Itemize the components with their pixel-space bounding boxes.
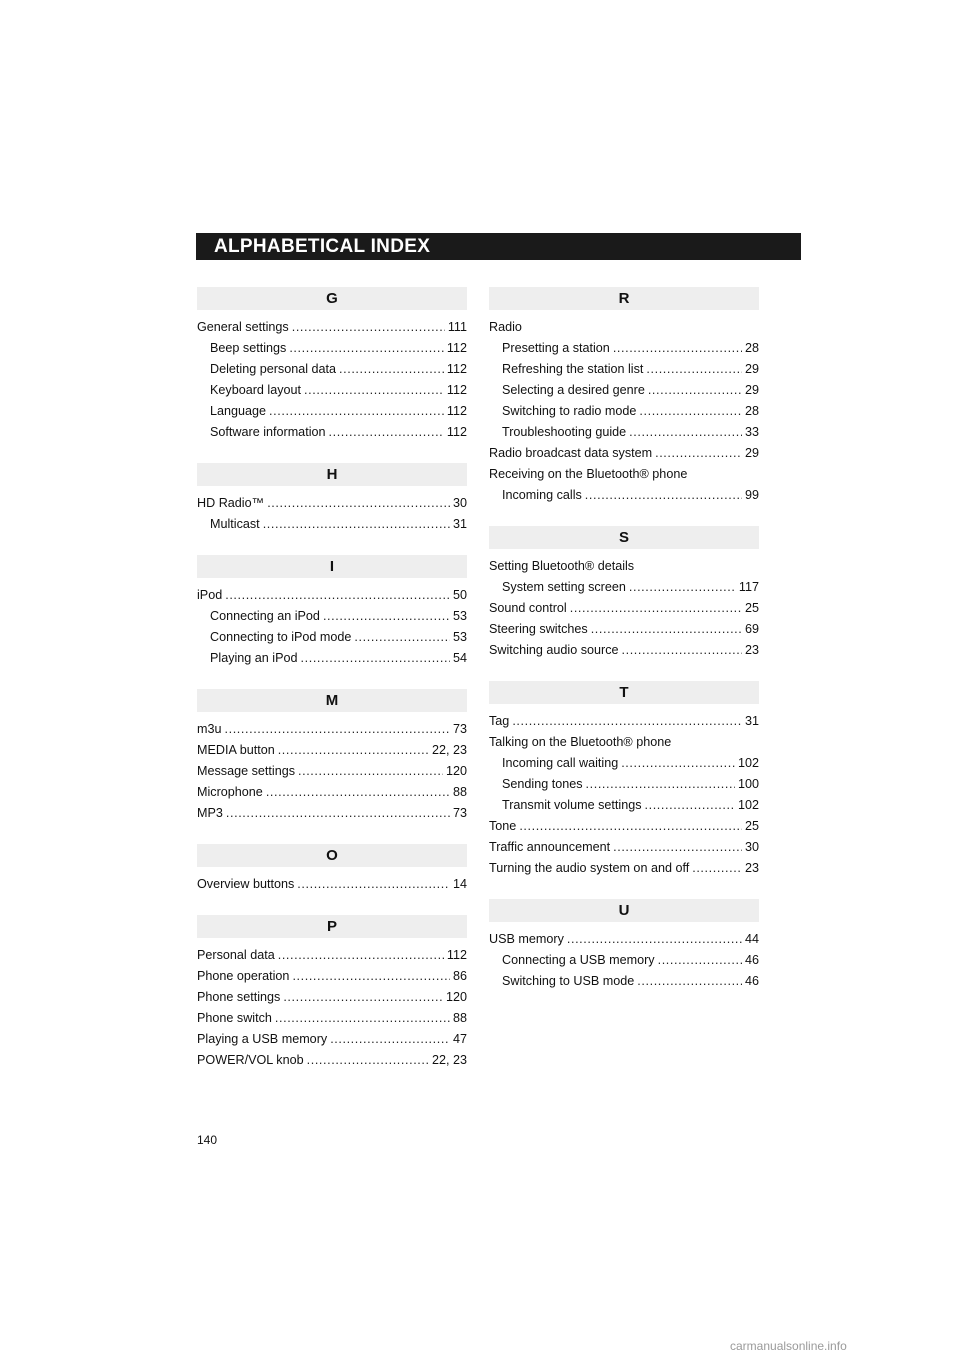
index-section-i <box>197 555 467 669</box>
index-section-h <box>197 463 467 535</box>
entry-label: Presetting a station <box>502 341 610 355</box>
entry-label: Tone <box>489 819 517 833</box>
entry-page-number: 53 <box>452 630 467 644</box>
dot-leader <box>297 874 450 895</box>
entry-page-number: 33 <box>744 425 759 439</box>
index-subentry <box>489 401 759 422</box>
index-entry <box>197 1008 467 1029</box>
dot-leader <box>512 711 742 732</box>
index-entry <box>489 929 759 950</box>
index-entry <box>489 464 759 485</box>
entry-page-number: 102 <box>737 798 759 812</box>
entry-label: Message settings <box>197 764 296 778</box>
index-entry <box>489 443 759 464</box>
index-subentry <box>489 795 759 816</box>
dot-leader <box>629 577 736 598</box>
index-entry <box>197 782 467 803</box>
entry-page-number: 112 <box>446 404 467 418</box>
index-entry <box>197 966 467 987</box>
dot-leader <box>658 950 742 971</box>
section-letter-heading: S <box>489 526 759 549</box>
entry-label: Phone switch <box>197 1011 272 1025</box>
entry-label: Receiving on the Bluetooth® phone <box>489 467 688 481</box>
index-subentry <box>197 338 467 359</box>
entry-label: Talking on the Bluetooth® phone <box>489 735 672 749</box>
section-letter-heading: M <box>197 689 467 712</box>
index-entry <box>489 858 759 879</box>
entry-label: USB memory <box>489 932 564 946</box>
index-entry <box>197 493 467 514</box>
index-entry <box>197 874 467 895</box>
index-section-t <box>489 681 759 879</box>
index-subentry <box>197 422 467 443</box>
entry-page-number: 46 <box>744 953 759 967</box>
entry-page-number: 46 <box>744 974 759 988</box>
page-title: ALPHABETICAL INDEX <box>214 236 431 257</box>
section-letter-heading: P <box>197 915 467 938</box>
section-letter-heading: O <box>197 844 467 867</box>
entry-label: Transmit volume settings <box>502 798 642 812</box>
dot-leader <box>621 753 735 774</box>
entry-label: POWER/VOL knob <box>197 1053 304 1067</box>
entry-page-number: 112 <box>446 383 467 397</box>
dot-leader <box>585 485 742 506</box>
index-subentry <box>489 577 759 598</box>
entry-label: Incoming call waiting <box>502 756 619 770</box>
section-letter-heading: R <box>489 287 759 310</box>
entry-page-number: 100 <box>737 777 759 791</box>
index-entry <box>489 556 759 577</box>
index-subentry <box>197 606 467 627</box>
entry-label: Phone settings <box>197 990 281 1004</box>
index-entry <box>489 317 759 338</box>
index-section-s <box>489 526 759 661</box>
entry-page-number: 112 <box>446 362 467 376</box>
entry-page-number: 31 <box>744 714 759 728</box>
dot-leader <box>226 803 450 824</box>
entry-page-number: 120 <box>445 990 467 1004</box>
entry-label: HD Radio™ <box>197 496 265 510</box>
dot-leader <box>225 585 450 606</box>
entry-page-number: 53 <box>452 609 467 623</box>
index-section-o <box>197 844 467 895</box>
dot-leader <box>330 1029 450 1050</box>
index-header-bar <box>196 233 801 260</box>
entry-page-number: 99 <box>744 488 759 502</box>
index-entry <box>489 711 759 732</box>
entry-label: m3u <box>197 722 222 736</box>
index-subentry <box>489 774 759 795</box>
entry-page-number: 23 <box>744 861 759 875</box>
index-subentry <box>197 514 467 535</box>
index-subentry <box>489 359 759 380</box>
index-column-left <box>197 287 467 1091</box>
dot-leader <box>266 782 450 803</box>
entry-page-number: 88 <box>452 1011 467 1025</box>
entry-page-number: 29 <box>744 362 759 376</box>
dot-leader <box>269 401 444 422</box>
dot-leader <box>637 971 742 992</box>
entry-page-number: 28 <box>744 341 759 355</box>
dot-leader <box>655 443 742 464</box>
entry-label: Keyboard layout <box>210 383 302 397</box>
entry-label: Playing a USB memory <box>197 1032 328 1046</box>
index-subentry <box>197 380 467 401</box>
index-entry <box>489 619 759 640</box>
dot-leader <box>339 359 444 380</box>
entry-label: Language <box>210 404 267 418</box>
entry-page-number: 50 <box>452 588 467 602</box>
dot-leader <box>267 493 450 514</box>
index-section-m <box>197 689 467 824</box>
entry-label: Steering switches <box>489 622 588 636</box>
index-entry <box>197 740 467 761</box>
entry-label: System setting screen <box>502 580 626 594</box>
entry-page-number: 29 <box>744 383 759 397</box>
dot-leader <box>292 317 445 338</box>
entry-label: Refreshing the station list <box>502 362 644 376</box>
entry-page-number: 88 <box>452 785 467 799</box>
entry-label: Personal data <box>197 948 275 962</box>
entry-page-number: 73 <box>452 806 467 820</box>
index-entry <box>197 803 467 824</box>
entry-page-number: 30 <box>452 496 467 510</box>
entry-page-number: 29 <box>744 446 759 460</box>
entry-page-number: 73 <box>452 722 467 736</box>
dot-leader <box>692 858 742 879</box>
index-entry <box>489 837 759 858</box>
index-entry <box>197 1050 467 1071</box>
entry-label: Sound control <box>489 601 567 615</box>
entry-page-number: 14 <box>452 877 467 891</box>
dot-leader <box>289 338 444 359</box>
dot-leader <box>298 761 443 782</box>
index-section-u <box>489 899 759 992</box>
dot-leader <box>639 401 742 422</box>
index-entry <box>197 761 467 782</box>
entry-label: Tag <box>489 714 510 728</box>
entry-label: Selecting a desired genre <box>502 383 645 397</box>
dot-leader <box>519 816 742 837</box>
entry-label: MP3 <box>197 806 223 820</box>
entry-label: Radio broadcast data system <box>489 446 653 460</box>
watermark-text[interactable]: carmanualsonline.info <box>730 1339 847 1353</box>
entry-page-number: 86 <box>452 969 467 983</box>
index-entry <box>197 945 467 966</box>
index-entry <box>197 719 467 740</box>
entry-label: Switching audio source <box>489 643 619 657</box>
entry-page-number: 25 <box>744 819 759 833</box>
entry-label: Traffic announcement <box>489 840 611 854</box>
entry-page-number: 22, 23 <box>431 743 467 757</box>
dot-leader <box>329 422 444 443</box>
section-letter-heading: T <box>489 681 759 704</box>
entry-page-number: 112 <box>446 948 467 962</box>
index-subentry <box>197 401 467 422</box>
entry-page-number: 112 <box>446 425 467 439</box>
entry-label: Switching to USB mode <box>502 974 635 988</box>
entry-label: Deleting personal data <box>210 362 337 376</box>
entry-page-number: 44 <box>744 932 759 946</box>
entry-label: Phone operation <box>197 969 290 983</box>
entry-label: Playing an iPod <box>210 651 298 665</box>
index-entry <box>197 987 467 1008</box>
entry-label: Setting Bluetooth® details <box>489 559 635 573</box>
dot-leader <box>586 774 735 795</box>
entry-label: Overview buttons <box>197 877 295 891</box>
index-subentry <box>489 485 759 506</box>
entry-label: Multicast <box>210 517 260 531</box>
entry-page-number: 111 <box>447 320 467 334</box>
entry-label: Radio <box>489 320 522 334</box>
index-entry <box>489 816 759 837</box>
dot-leader <box>323 606 450 627</box>
dot-leader <box>283 987 443 1008</box>
entry-page-number: 25 <box>744 601 759 615</box>
dot-leader <box>278 945 444 966</box>
entry-label: Sending tones <box>502 777 583 791</box>
entry-label: Incoming calls <box>502 488 582 502</box>
dot-leader <box>278 740 429 761</box>
dot-leader <box>301 648 450 669</box>
index-section-p <box>197 915 467 1071</box>
index-subentry <box>489 380 759 401</box>
entry-page-number: 69 <box>744 622 759 636</box>
index-subentry <box>197 627 467 648</box>
entry-page-number: 28 <box>744 404 759 418</box>
dot-leader <box>307 1050 429 1071</box>
section-letter-heading: U <box>489 899 759 922</box>
dot-leader <box>275 1008 450 1029</box>
entry-page-number: 102 <box>737 756 759 770</box>
entry-page-number: 120 <box>445 764 467 778</box>
entry-label: Connecting to iPod mode <box>210 630 352 644</box>
index-section-g <box>197 287 467 443</box>
entry-page-number: 30 <box>744 840 759 854</box>
entry-page-number: 22, 23 <box>431 1053 467 1067</box>
dot-leader <box>648 380 742 401</box>
page-number: 140 <box>197 1133 218 1147</box>
index-section-r <box>489 287 759 506</box>
index-entry <box>489 732 759 753</box>
dot-leader <box>567 929 742 950</box>
entry-label: Turning the audio system on and off <box>489 861 690 875</box>
dot-leader <box>613 338 742 359</box>
dot-leader <box>354 627 450 648</box>
dot-leader <box>263 514 450 535</box>
dot-leader <box>645 795 735 816</box>
index-subentry <box>489 971 759 992</box>
entry-label: Microphone <box>197 785 263 799</box>
dot-leader <box>622 640 742 661</box>
index-column-right <box>489 287 759 1012</box>
entry-label: Troubleshooting guide <box>502 425 627 439</box>
index-subentry <box>489 422 759 443</box>
entry-page-number: 112 <box>446 341 467 355</box>
index-subentry <box>489 338 759 359</box>
entry-label: General settings <box>197 320 289 334</box>
section-letter-heading: H <box>197 463 467 486</box>
index-subentry <box>197 648 467 669</box>
section-letter-heading: I <box>197 555 467 578</box>
index-subentry <box>489 950 759 971</box>
dot-leader <box>304 380 444 401</box>
section-letter-heading: G <box>197 287 467 310</box>
entry-label: iPod <box>197 588 223 602</box>
entry-page-number: 47 <box>452 1032 467 1046</box>
entry-label: Software information <box>210 425 326 439</box>
entry-label: Connecting a USB memory <box>502 953 655 967</box>
entry-page-number: 54 <box>452 651 467 665</box>
dot-leader <box>629 422 742 443</box>
dot-leader <box>225 719 450 740</box>
index-entry <box>197 317 467 338</box>
entry-label: MEDIA button <box>197 743 275 757</box>
dot-leader <box>613 837 742 858</box>
index-entry <box>197 1029 467 1050</box>
index-subentry <box>489 753 759 774</box>
index-entry <box>489 640 759 661</box>
dot-leader <box>591 619 742 640</box>
dot-leader <box>570 598 742 619</box>
index-entry <box>197 585 467 606</box>
entry-label: Switching to radio mode <box>502 404 637 418</box>
entry-label: Beep settings <box>210 341 287 355</box>
index-entry <box>489 598 759 619</box>
entry-page-number: 31 <box>452 517 467 531</box>
entry-label: Connecting an iPod <box>210 609 320 623</box>
dot-leader <box>646 359 742 380</box>
index-subentry <box>197 359 467 380</box>
dot-leader <box>292 966 450 987</box>
entry-page-number: 23 <box>744 643 759 657</box>
entry-page-number: 117 <box>738 580 759 594</box>
